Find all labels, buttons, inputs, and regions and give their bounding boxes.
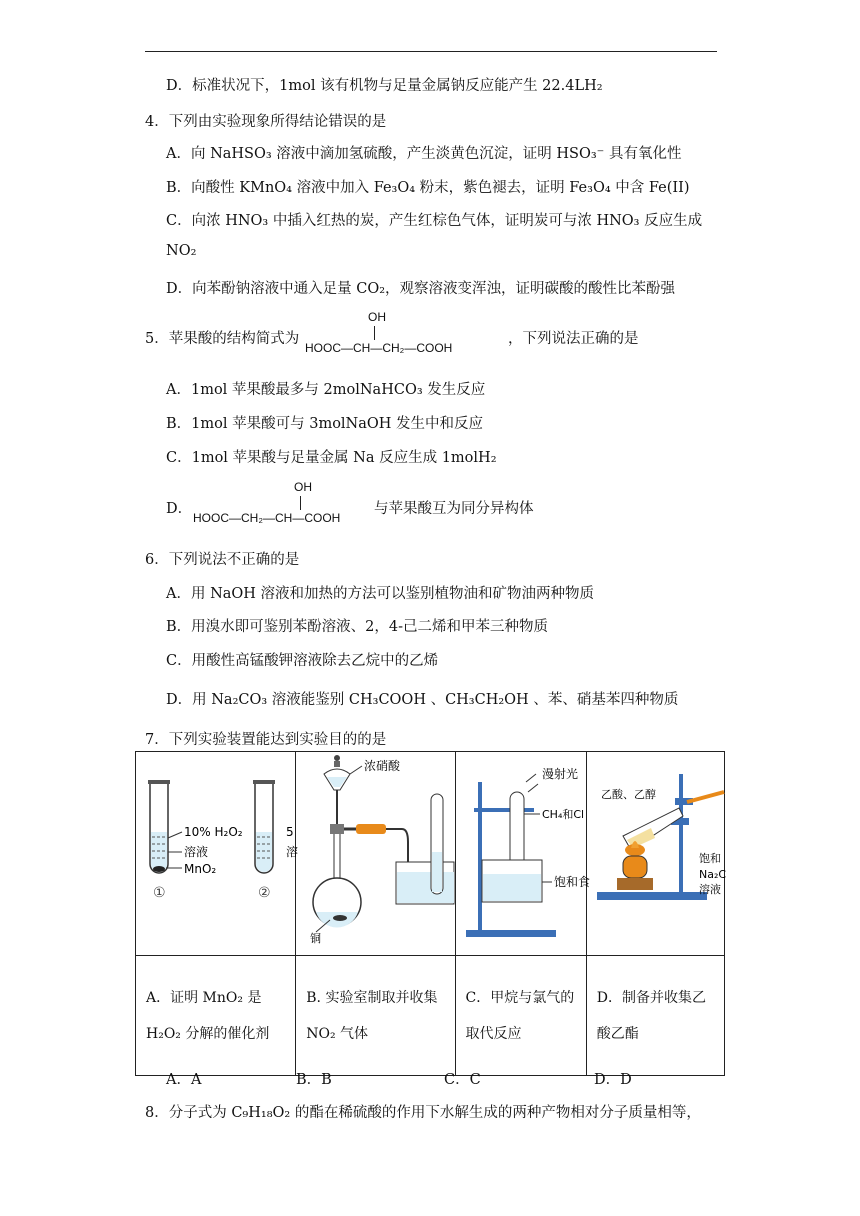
choice-b[interactable]: B．B bbox=[296, 1072, 332, 1088]
caption-a-line1: A．证明 MnO₂ 是 bbox=[146, 989, 262, 1006]
ester-prep-figure bbox=[587, 752, 724, 955]
caption-b-line2: NO₂ 气体 bbox=[306, 1025, 369, 1042]
chain-formula: HOOC—CH—CH₂—COOH bbox=[305, 341, 453, 355]
header-rule bbox=[145, 51, 717, 52]
label-solution: 溶液 bbox=[184, 845, 209, 859]
label-acid-alcohol: 乙酸、乙醇 bbox=[600, 788, 656, 801]
caption-c-line2: 取代反应 bbox=[465, 1025, 522, 1042]
q5-stem-post: ，下列说法正确的是 bbox=[508, 331, 639, 347]
label-copper: 铜 bbox=[310, 932, 322, 945]
label-ch4-cl2: CH₄和Cl bbox=[541, 808, 584, 821]
figure-a-cell bbox=[136, 752, 299, 956]
methane-chlorine-figure bbox=[456, 752, 590, 955]
q5-stem-pre: 5．苹果酸的结构简式为 bbox=[145, 331, 300, 347]
caption-a bbox=[136, 956, 296, 1076]
q4-option-c-cont: NO₂ bbox=[166, 243, 197, 259]
label-diffuse-light: 漫射光 bbox=[541, 767, 578, 781]
label-h2o2: 10% H₂O₂ bbox=[184, 825, 243, 839]
q4-stem: 4．下列由实验现象所得结论错误的是 bbox=[145, 114, 387, 130]
figure-b-cell bbox=[296, 752, 455, 956]
tube-number-1: ① bbox=[153, 885, 166, 901]
q5-option-d-label: D． bbox=[166, 501, 193, 517]
caption-d-line1: D．制备并收集乙 bbox=[596, 989, 706, 1006]
hydroxyl-label: OH bbox=[294, 480, 312, 494]
q6-stem: 6．下列说法不正确的是 bbox=[145, 552, 300, 568]
label-saturated: 饱和 bbox=[698, 852, 721, 865]
label-tube2-solution: 溶 bbox=[286, 845, 299, 859]
q4-option-b: B．向酸性 KMnO₄ 溶液中加入 Fe₃O₄ 粉末，紫色褪去，证明 Fe₃O₄ 中含 Fe(II) bbox=[166, 180, 690, 196]
q7-stem: 7．下列实验装置能达到实验目的的是 bbox=[145, 732, 387, 748]
tube-number-2: ② bbox=[258, 885, 271, 901]
label-na2co3: Na₂C bbox=[698, 868, 726, 881]
caption-c bbox=[455, 956, 586, 1076]
choice-a[interactable]: A．A bbox=[166, 1072, 202, 1088]
caption-b bbox=[296, 956, 455, 1076]
no2-apparatus-figure bbox=[296, 752, 454, 955]
q3-option-d: D．标准状况下，1mol 该有机物与足量金属钠反应能产生 22.4LH₂ bbox=[166, 78, 603, 94]
q5-option-b: B．1mol 苹果酸可与 3molNaOH 发生中和反应 bbox=[166, 416, 484, 432]
q5-option-d-text: 与苹果酸互为同分异构体 bbox=[374, 501, 534, 517]
caption-d bbox=[586, 956, 724, 1076]
label-mno2: MnO₂ bbox=[184, 862, 217, 876]
label-solution: 溶液 bbox=[698, 883, 721, 896]
q4-option-d: D．向苯酚钠溶液中通入足量 CO₂，观察溶液变浑浊，证明碳酸的酸性比苯酚强 bbox=[166, 281, 676, 297]
caption-d-line2: 酸乙酯 bbox=[596, 1025, 639, 1042]
caption-b-line1: B. 实验室制取并收集 bbox=[306, 989, 438, 1006]
q6-option-d: D．用 Na₂CO₃ 溶液能鉴别 CH₃COOH 、CH₃CH₂OH 、苯、硝基苯四种物质 bbox=[166, 692, 679, 708]
choice-c[interactable]: C．C bbox=[444, 1072, 481, 1088]
label-conc-nitric: 浓硝酸 bbox=[364, 759, 401, 773]
malic-acid-structure bbox=[305, 310, 505, 355]
q6-option-a: A．用 NaOH 溶液和加热的方法可以鉴别植物油和矿物油两种物质 bbox=[166, 586, 595, 602]
q6-option-c: C．用酸性高锰酸钾溶液除去乙烷中的乙烯 bbox=[166, 653, 439, 669]
q5-option-a: A．1mol 苹果酸最多与 2molNaHCO₃ 发生反应 bbox=[166, 382, 486, 398]
q6-option-b: B．用溴水即可鉴别苯酚溶液、2，4-己二烯和甲苯三种物质 bbox=[166, 619, 549, 635]
choice-d[interactable]: D．D bbox=[594, 1072, 632, 1088]
hydroxyl-label: OH bbox=[368, 310, 386, 324]
label-tube2: 5 bbox=[286, 825, 294, 839]
q5-option-c: C．1mol 苹果酸与足量金属 Na 反应生成 1molH₂ bbox=[166, 450, 497, 466]
test-tube-figure bbox=[136, 752, 299, 955]
figure-d-cell bbox=[586, 752, 724, 956]
bond-line bbox=[374, 326, 375, 340]
caption-c-line1: C．甲烷与氯气的 bbox=[465, 989, 575, 1006]
apparatus-table bbox=[135, 751, 725, 1076]
chain-formula: HOOC—CH₂—CH—COOH bbox=[193, 511, 341, 525]
bond-line bbox=[300, 496, 301, 510]
q4-option-c: C．向浓 HNO₃ 中插入红热的炭，产生红棕色气体，证明炭可与浓 HNO₃ 反应生成 bbox=[166, 213, 703, 229]
q8-stem: 8．分子式为 C₉H₁₈O₂ 的酯在稀硫酸的作用下水解生成的两种产物相对分子质量相等， bbox=[145, 1105, 701, 1121]
q4-option-a: A．向 NaHSO₃ 溶液中滴加氢硫酸，产生淡黄色沉淀，证明 HSO₃⁻ 具有氧化性 bbox=[166, 146, 682, 162]
isomer-structure bbox=[193, 480, 373, 525]
caption-a-line2: H₂O₂ 分解的催化剂 bbox=[146, 1025, 270, 1042]
figure-c-cell bbox=[455, 752, 590, 956]
label-saturated-salt: 饱和食 bbox=[553, 875, 590, 889]
